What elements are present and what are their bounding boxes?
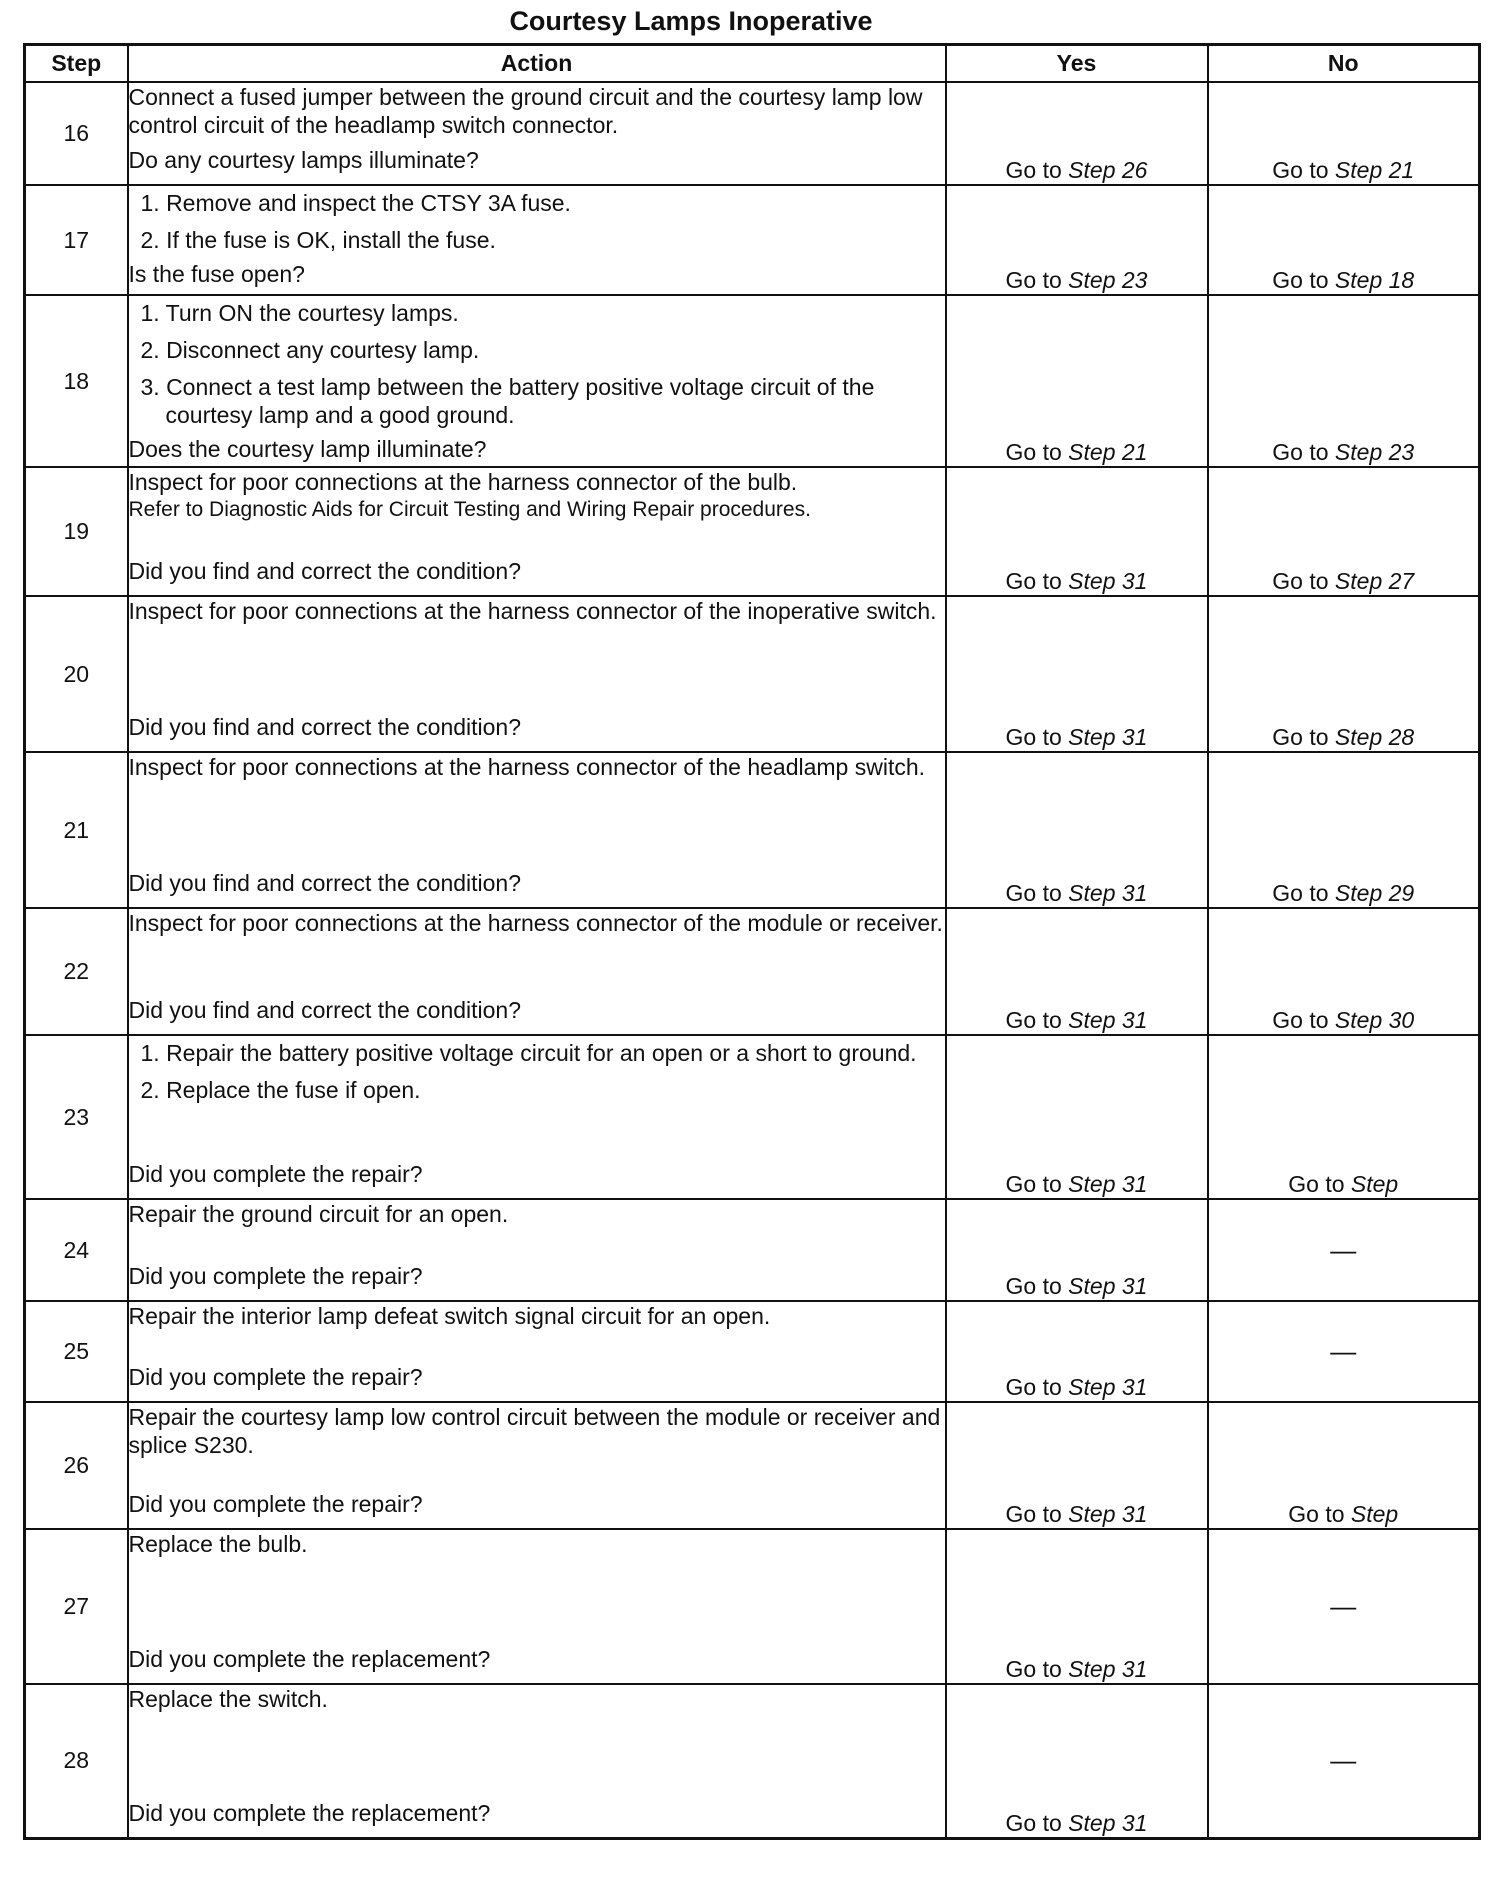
yes-cell <box>946 596 1208 752</box>
action-cell <box>128 1684 946 1838</box>
action-cell <box>128 596 946 752</box>
action-question: Did you find and correct the condition? <box>128 714 522 740</box>
goto-step-link: Step 28 <box>1334 724 1415 750</box>
goto-prefix: Go to <box>1272 267 1329 293</box>
goto-prefix: Go to <box>1005 880 1062 906</box>
goto-step-link: Step 23 <box>1068 267 1148 293</box>
yes-cell <box>946 1199 1208 1301</box>
step-number: 17 <box>25 185 128 295</box>
yes-cell <box>946 752 1208 908</box>
action-question: Did you complete the repair? <box>128 1263 423 1289</box>
table-row <box>25 908 1480 1035</box>
action-question: Did you complete the repair? <box>128 1161 423 1187</box>
action-cell <box>128 1402 946 1529</box>
action-question: Does the courtesy lamp illuminate? <box>128 436 487 462</box>
no-cell <box>1208 596 1480 752</box>
step-number: 25 <box>25 1301 128 1402</box>
action-question: Did you complete the repair? <box>128 1364 423 1390</box>
no-cell <box>1208 1035 1480 1199</box>
table-row <box>25 1301 1480 1402</box>
action-cell <box>128 295 946 467</box>
no-cell <box>1208 908 1480 1035</box>
goto-prefix: Go to <box>1005 1374 1062 1400</box>
action-cell <box>128 82 946 185</box>
action-text: Repair the courtesy lamp low control circuit between the module or receiver and splice S230. <box>128 1404 941 1458</box>
step-number: 26 <box>25 1402 128 1529</box>
action-question: Did you complete the replacement? <box>128 1800 491 1826</box>
yes-cell <box>946 467 1208 596</box>
yes-cell <box>946 1684 1208 1838</box>
action-cell <box>128 1301 946 1402</box>
goto-step-link: Step <box>1350 1501 1399 1527</box>
step-number: 21 <box>25 752 128 908</box>
action-text: Connect a fused jumper between the ground circuit and the courtesy lamp low control circuit of the headlamp switch connector. <box>128 84 923 138</box>
step-number: 23 <box>25 1035 128 1199</box>
goto-step-link: Step 31 <box>1068 1374 1148 1400</box>
goto-step-link: Step 21 <box>1068 439 1148 465</box>
action-question: Did you find and correct the condition? <box>128 558 522 584</box>
goto-step-link: Step 31 <box>1068 1656 1148 1682</box>
no-cell <box>1208 185 1480 295</box>
yes-cell <box>946 1035 1208 1199</box>
yes-cell <box>946 908 1208 1035</box>
goto-prefix: Go to <box>1005 267 1062 293</box>
table-row <box>25 82 1480 185</box>
table-row <box>25 185 1480 295</box>
yes-cell <box>946 295 1208 467</box>
diagnostic-table <box>23 43 1481 1840</box>
action-question: Did you find and correct the condition? <box>128 870 522 896</box>
action-question: Did you complete the replacement? <box>128 1646 491 1672</box>
goto-step-link: Step 31 <box>1068 880 1148 906</box>
no-cell <box>1208 1402 1480 1529</box>
goto-prefix: Go to <box>1272 880 1329 906</box>
table-row <box>25 1684 1480 1838</box>
action-cell <box>128 1199 946 1301</box>
step-number: 20 <box>25 596 128 752</box>
step-number: 18 <box>25 295 128 467</box>
header-step: Step <box>25 45 128 83</box>
table-row <box>25 1402 1480 1529</box>
header-action: Action <box>128 45 946 83</box>
goto-step-link: Step 29 <box>1334 880 1415 906</box>
goto-prefix: Go to <box>1005 1809 1062 1836</box>
no-cell <box>1208 752 1480 908</box>
action-text: Repair the ground circuit for an open. <box>128 1201 509 1227</box>
action-cell <box>128 185 946 295</box>
goto-prefix: Go to <box>1005 1007 1062 1033</box>
action-cell <box>128 1529 946 1684</box>
goto-step-link: Step 27 <box>1334 568 1415 594</box>
table-row <box>25 1529 1480 1684</box>
table-row <box>25 752 1480 908</box>
action-text: Repair the interior lamp defeat switch signal circuit for an open. <box>128 1303 771 1329</box>
no-cell: — <box>1208 1529 1480 1684</box>
goto-prefix: Go to <box>1005 568 1062 594</box>
goto-step-link: Step 31 <box>1068 1809 1148 1836</box>
yes-cell <box>946 82 1208 185</box>
action-text: Inspect for poor connections at the harness connector of the inoperative switch. <box>128 598 937 624</box>
goto-step-link: Step 18 <box>1334 267 1415 293</box>
goto-step-link: Step 31 <box>1068 1171 1148 1197</box>
goto-prefix: Go to <box>1272 1007 1329 1033</box>
action-question: Did you find and correct the condition? <box>128 997 522 1023</box>
step-number: 19 <box>25 467 128 596</box>
action-text: Replace the switch. <box>128 1686 328 1712</box>
yes-cell <box>946 1402 1208 1529</box>
yes-cell <box>946 185 1208 295</box>
header-no: No <box>1208 45 1480 83</box>
goto-step-link: Step 30 <box>1334 1007 1415 1033</box>
goto-prefix: Go to <box>1005 1656 1062 1682</box>
no-cell: — <box>1208 1199 1480 1301</box>
goto-prefix: Go to <box>1288 1171 1345 1197</box>
goto-prefix: Go to <box>1005 1501 1062 1527</box>
goto-step-link: Step 31 <box>1068 724 1148 750</box>
action-text: Replace the bulb. <box>128 1531 308 1557</box>
action-numbered-item: 2. Disconnect any courtesy lamp. <box>140 337 480 363</box>
action-numbered-item: 2. Replace the fuse if open. <box>140 1077 421 1103</box>
action-numbered-item: 3. Connect a test lamp between the battery positive voltage circuit of the courtesy lamp and a good ground. <box>140 374 875 428</box>
table-row <box>25 1035 1480 1199</box>
action-cell <box>128 908 946 1035</box>
yes-cell <box>946 1529 1208 1684</box>
action-numbered-item: 1. Repair the battery positive voltage circuit for an open or a short to ground. <box>140 1040 917 1066</box>
goto-prefix: Go to <box>1005 439 1062 465</box>
action-question: Did you complete the repair? <box>128 1491 423 1517</box>
step-number: 22 <box>25 908 128 1035</box>
goto-prefix: Go to <box>1005 157 1062 183</box>
step-number: 24 <box>25 1199 128 1301</box>
no-cell <box>1208 82 1480 185</box>
action-text: Inspect for poor connections at the harness connector of the module or receiver. <box>128 910 943 936</box>
table-row <box>25 596 1480 752</box>
goto-step-link: Step 23 <box>1334 439 1415 465</box>
goto-step-link: Step 21 <box>1334 157 1415 183</box>
action-cell <box>128 467 946 596</box>
step-number: 16 <box>25 82 128 185</box>
action-numbered-item: 2. If the fuse is OK, install the fuse. <box>140 227 496 253</box>
no-cell <box>1208 295 1480 467</box>
table-row <box>25 295 1480 467</box>
step-number: 28 <box>25 1684 128 1838</box>
action-text: Inspect for poor connections at the harness connector of the bulb. <box>128 469 798 495</box>
goto-prefix: Go to <box>1288 1501 1345 1527</box>
goto-step-link: Step <box>1350 1171 1399 1197</box>
header-yes: Yes <box>946 45 1208 83</box>
table-row <box>25 1199 1480 1301</box>
action-cell <box>128 1035 946 1199</box>
goto-step-link: Step 31 <box>1068 1501 1148 1527</box>
goto-step-link: Step 31 <box>1068 568 1148 594</box>
goto-prefix: Go to <box>1005 1273 1062 1299</box>
goto-step-link: Step 26 <box>1068 157 1148 183</box>
action-note: Refer to Diagnostic Aids for Circuit Testing and Wiring Repair procedures. <box>128 498 811 521</box>
step-number: 27 <box>25 1529 128 1684</box>
yes-cell <box>946 1301 1208 1402</box>
page-title: Courtesy Lamps Inoperative <box>509 6 873 36</box>
action-cell <box>128 752 946 908</box>
goto-prefix: Go to <box>1272 439 1329 465</box>
no-cell: — <box>1208 1684 1480 1838</box>
action-text: Inspect for poor connections at the harness connector of the headlamp switch. <box>128 754 926 780</box>
goto-prefix: Go to <box>1005 1171 1062 1197</box>
action-numbered-item: 1. Remove and inspect the CTSY 3A fuse. <box>140 190 571 216</box>
no-cell <box>1208 467 1480 596</box>
goto-prefix: Go to <box>1005 724 1062 750</box>
action-question: Do any courtesy lamps illuminate? <box>128 147 479 173</box>
action-question: Is the fuse open? <box>128 261 305 287</box>
goto-step-link: Step 31 <box>1068 1007 1148 1033</box>
goto-prefix: Go to <box>1272 157 1329 183</box>
goto-prefix: Go to <box>1272 568 1329 594</box>
no-cell: — <box>1208 1301 1480 1402</box>
action-numbered-item: 1. Turn ON the courtesy lamps. <box>140 300 459 326</box>
goto-prefix: Go to <box>1272 724 1329 750</box>
table-row <box>25 467 1480 596</box>
header-row <box>25 45 1480 83</box>
goto-step-link: Step 31 <box>1068 1273 1148 1299</box>
